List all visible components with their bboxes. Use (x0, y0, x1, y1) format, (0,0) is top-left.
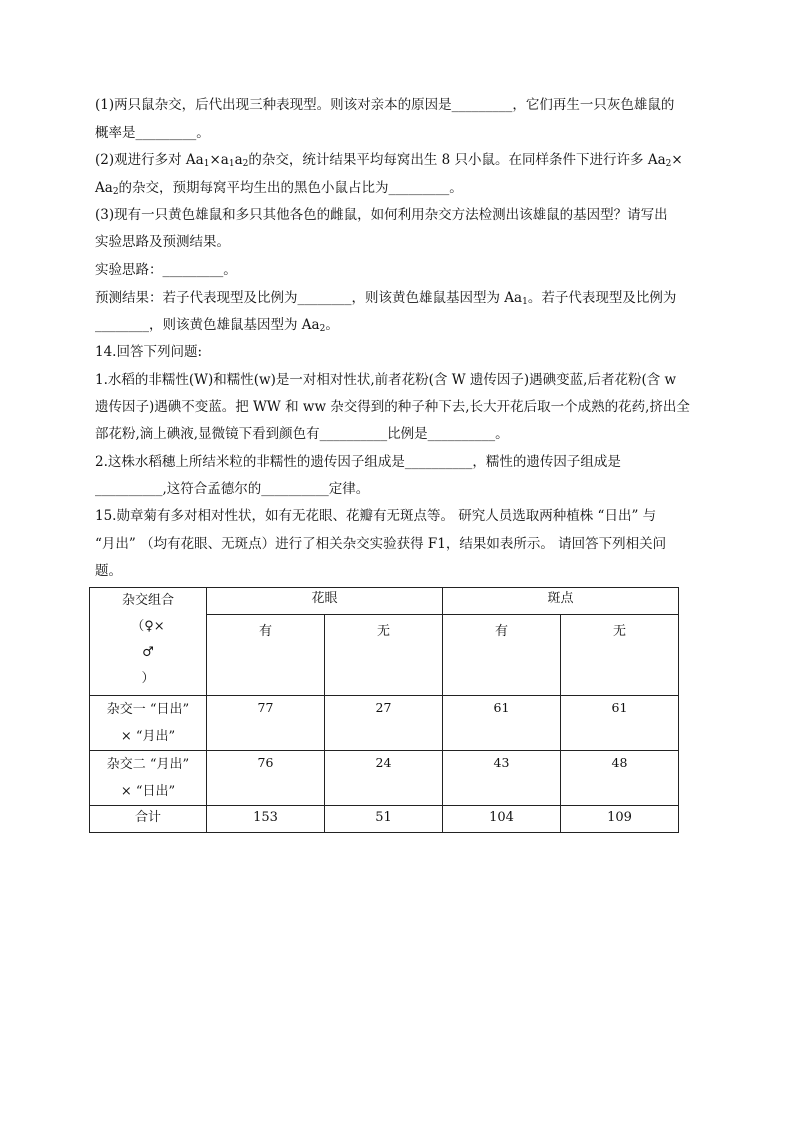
q14-part2-line2: __________,这符合孟德尔的__________定律。 (95, 481, 370, 497)
q14-part1-line1: 1.水稻的非糯性(W)和糯性(w)是一对相对性状,前者花粉(含 W 遗传因子)遇碘变蓝,后者花粉(含 w (95, 372, 677, 388)
q15-line2: “月出” （均有花眼、无斑点）进行了相关杂交实验获得 F1，结果如表所示。 请回答下列相关问 (95, 536, 667, 552)
q13-part1-line1: (1)两只鼠杂交，后代出现三种表现型。则该对亲本的原因是_________，它们再生一只灰色雄鼠的 (95, 97, 675, 113)
subheader-eye-yes: 有 (207, 615, 325, 696)
table-cell: 48 (561, 751, 679, 806)
table-cell: 61 (443, 696, 561, 751)
q14-part2-line1: 2.这株水稻穗上所结米粒的非糯性的遗传因子组成是__________，糯性的遗传因子组成是 (95, 454, 621, 470)
cross-results-table (89, 587, 679, 833)
table-cell: 43 (443, 751, 561, 806)
table-cell: 153 (207, 806, 325, 833)
table-cell: 61 (561, 696, 679, 751)
q13-prediction-line2: ________，则该黄色雄鼠基因型为 $Aa_2$。 (95, 317, 339, 334)
table-cell: 76 (207, 751, 325, 806)
subheader-spot-yes: 有 (443, 615, 561, 696)
q13-part3-line2: 实验思路及预测结果。 (95, 234, 230, 250)
header-flower-eye: 花眼 (207, 588, 443, 615)
table-cell: 104 (443, 806, 561, 833)
row-label: 杂交一 “日出” × “月出” (90, 696, 207, 751)
subheader-eye-no: 无 (325, 615, 443, 696)
row-label: 杂交二 “月出” × “日出” (90, 751, 207, 806)
table-row (90, 751, 679, 806)
table-cell: 51 (325, 806, 443, 833)
q13-prediction-line1: 预测结果：若子代表现型及比例为________，则该黄色雄鼠基因型为 $Aa_1$。若子代表现型及比例为 (95, 290, 677, 307)
q13-part3-line1: (3)现有一只黄色雄鼠和多只其他各色的雌鼠，如何利用杂交方法检测出该雄鼠的基因型？请写出 (95, 207, 668, 223)
q13-part1-line2: 概率是_________。 (95, 125, 210, 141)
table-cell: 24 (325, 751, 443, 806)
subheader-spot-no: 无 (561, 615, 679, 696)
table-corner-header: 杂交组合 （♀× ♂ ） (90, 588, 207, 696)
table-cell: 109 (561, 806, 679, 833)
q13-experiment-idea: 实验思路：_________。 (95, 262, 237, 278)
total-label: 合计 (90, 806, 207, 833)
q14-part1-line3: 部花粉,滴上碘液,显微镜下看到颜色有__________比例是__________。 (95, 426, 509, 442)
q13-part2-line2: $Aa_2$的杂交，预期每窝平均生出的黑色小鼠占比为_________。 (95, 180, 463, 197)
q14-title: 14.回答下列问题: (95, 344, 203, 360)
q14-part1-line2: 遗传因子)遇碘不变蓝。把 WW 和 ww 杂交得到的种子种下去,长大开花后取一个成熟的花药,挤出全 (95, 399, 690, 415)
header-spots: 斑点 (443, 588, 679, 615)
table-total-row (90, 806, 679, 833)
table-row (90, 696, 679, 751)
q15-line3: 题。 (95, 563, 122, 579)
table-cell: 77 (207, 696, 325, 751)
q13-part2-line1: (2)观进行多对 $Aa_1\times a_1a_2$的杂交，统计结果平均每窝出生 8 只小鼠。在同样条件下进行许多 $Aa_2\times$ (95, 152, 683, 169)
table-cell: 27 (325, 696, 443, 751)
q15-line1: 15.勋章菊有多对相对性状，如有无花眼、花瓣有无斑点等。 研究人员选取两种植株 “日出” 与 (95, 508, 657, 524)
